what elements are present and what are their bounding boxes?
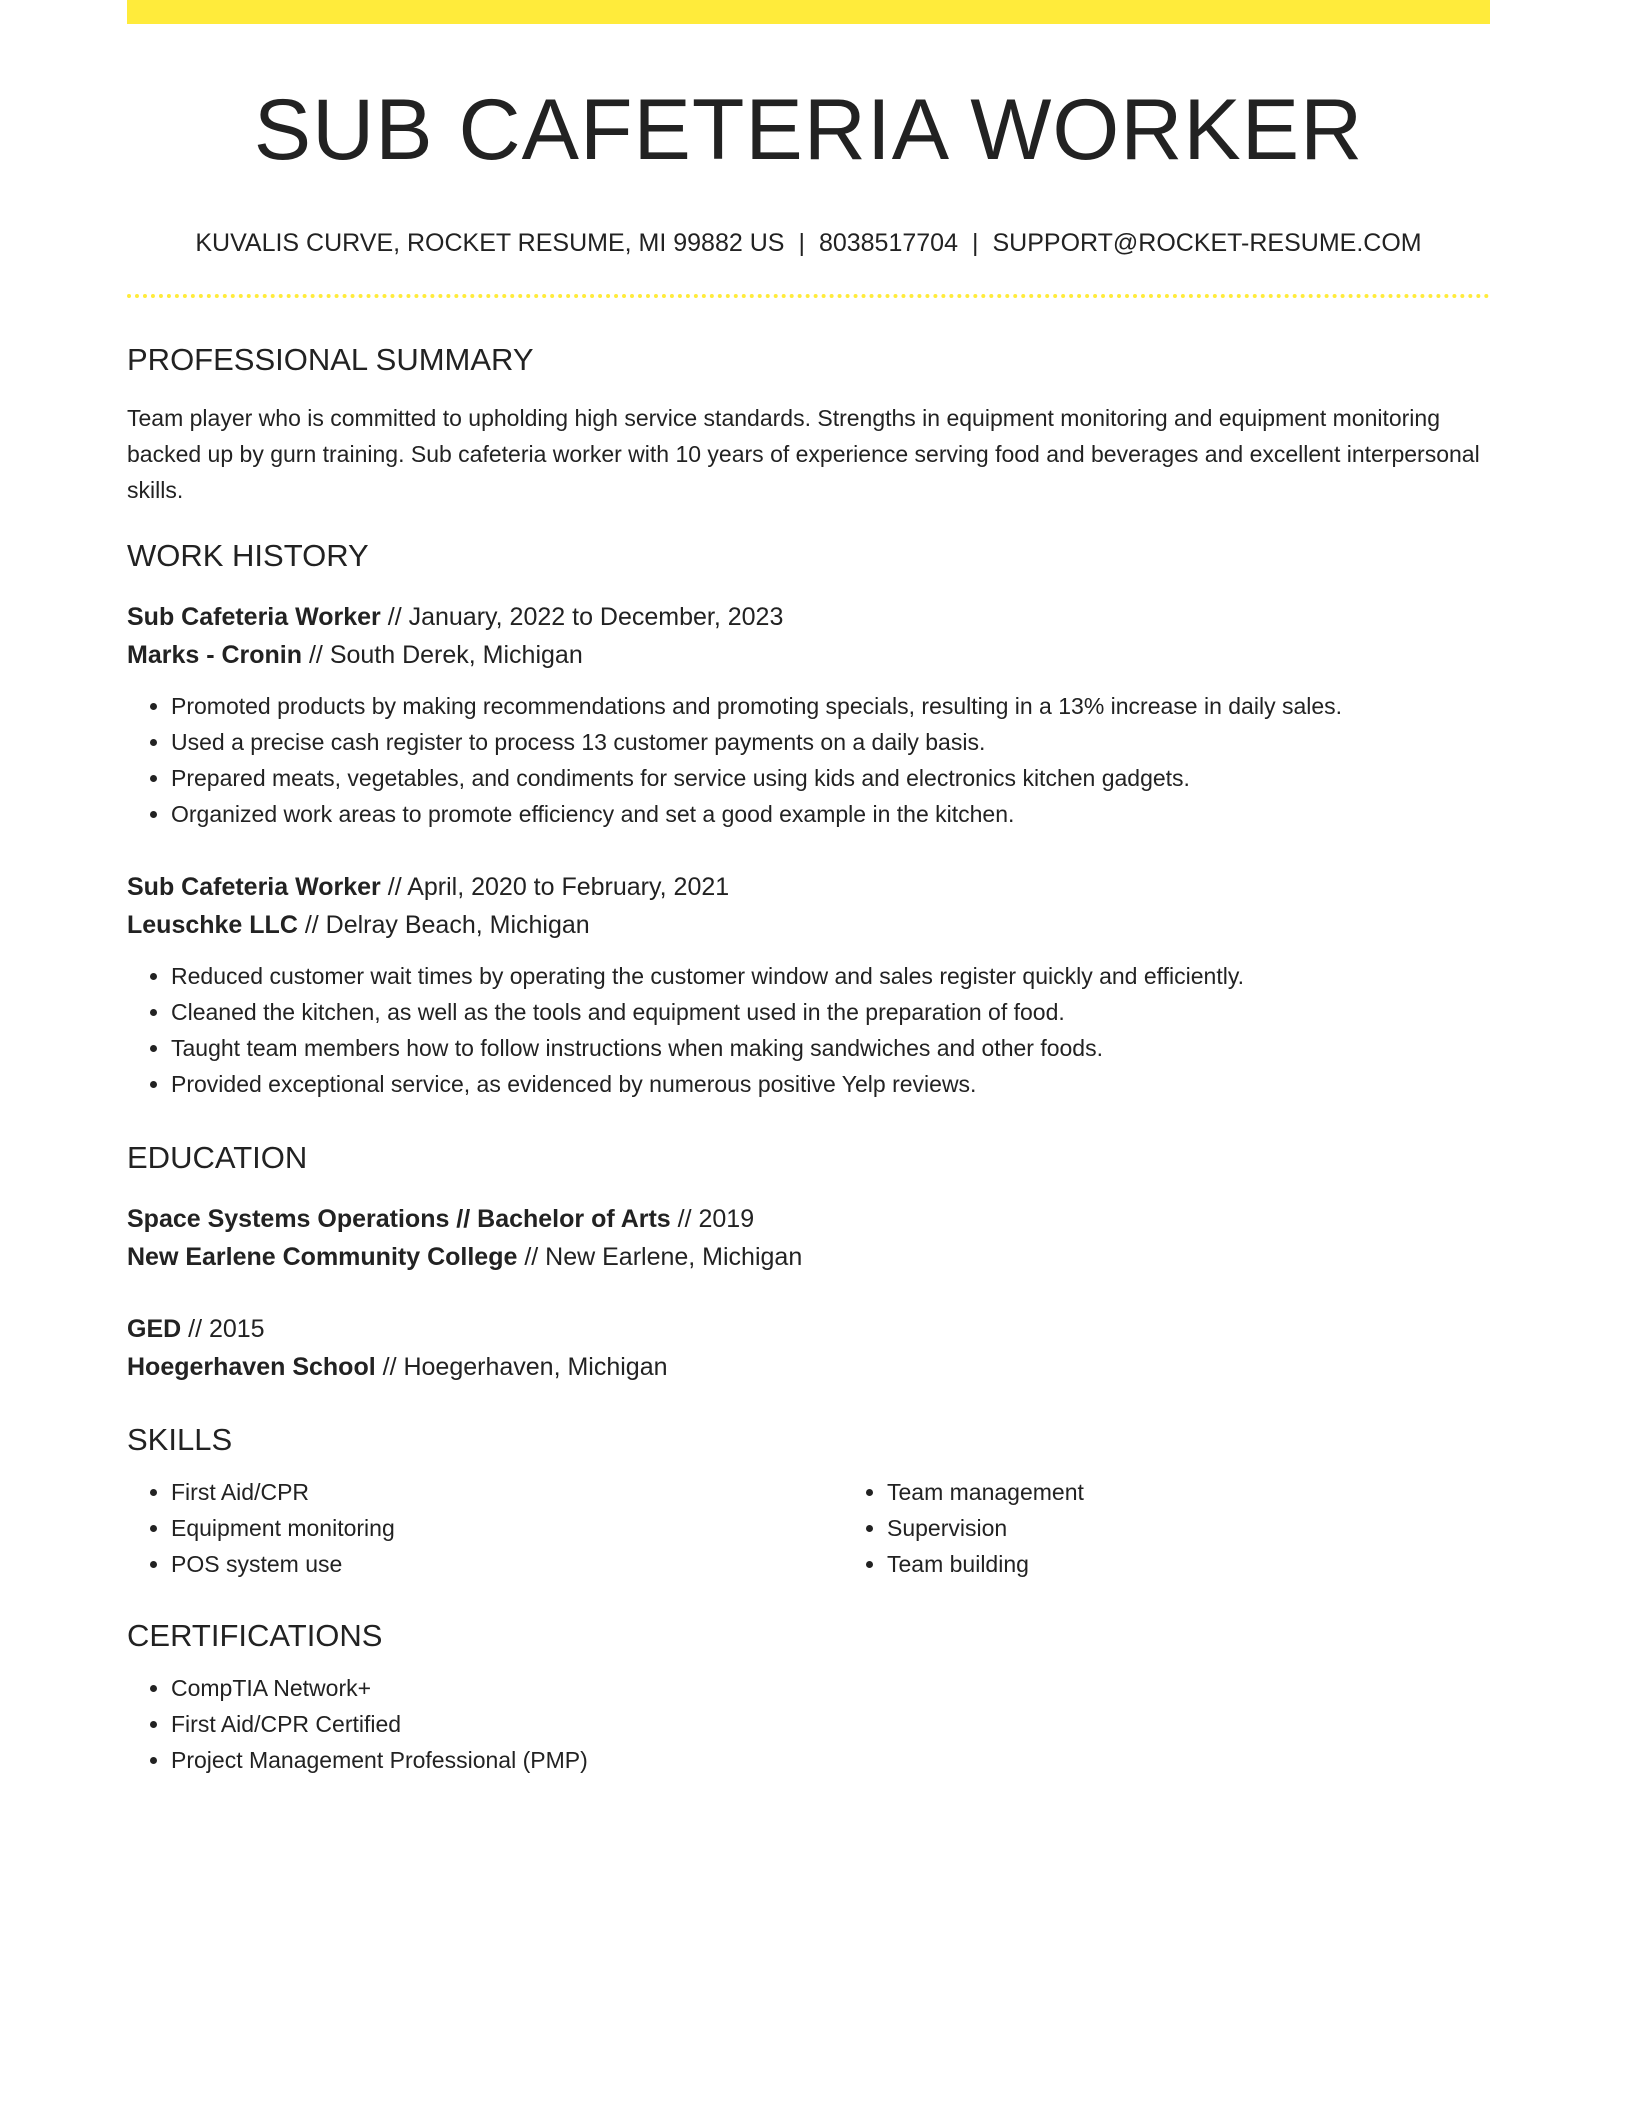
skill-item: • Equipment monitoring (171, 1510, 843, 1546)
education-location: // New Earlene, Michigan (517, 1243, 803, 1271)
certification-item: • Project Management Professional (PMP) (171, 1742, 1490, 1778)
summary-text: Team player who is committed to upholding high service standards. Strengths in equipment monitoring and equipment monitoring backed up by gurn training. Sub cafeteria worker with 10 years of experience serving food and beverages and excellent interpersonal skills. (127, 405, 1480, 503)
job-entry (127, 598, 1490, 832)
contact-line (127, 226, 1490, 260)
contact-separator: | (798, 229, 805, 257)
skills-list-left (127, 1474, 843, 1582)
job-location: // Delray Beach, Michigan (297, 911, 590, 939)
list-item: • Provided exceptional service, as evidenced by numerous positive Yelp reviews. (171, 1066, 1490, 1102)
section-title-summary: PROFESSIONAL SUMMARY (127, 342, 534, 377)
job-location: // South Derek, Michigan (302, 641, 583, 669)
education-degree-line (127, 1200, 1490, 1238)
job-title-line (127, 598, 1490, 636)
skill-item: • First Aid/CPR (171, 1474, 843, 1510)
education-entry (127, 1310, 1490, 1386)
education-school: New Earlene Community College (127, 1243, 518, 1271)
list-item: • Cleaned the kitchen, as well as the tools and equipment used in the preparation of food. (171, 994, 1490, 1030)
section-title-certifications: CERTIFICATIONS (127, 1618, 383, 1653)
job-company-line (127, 636, 1490, 674)
contact-address: KUVALIS CURVE, ROCKET RESUME, MI 99882 US (195, 229, 785, 257)
list-item: • Taught team members how to follow instructions when making sandwiches and other foods. (171, 1030, 1490, 1066)
education-degree-line (127, 1310, 1490, 1348)
education-entry (127, 1200, 1490, 1276)
education-year: // 2015 (181, 1315, 265, 1343)
section-title-skills: SKILLS (127, 1422, 233, 1457)
education-school-line (127, 1238, 1490, 1276)
skill-item: • Team building (887, 1546, 1559, 1582)
education-degree: GED (127, 1315, 182, 1343)
skills-list-right (843, 1474, 1559, 1582)
job-dates: // January, 2022 to December, 2023 (380, 603, 784, 631)
list-item: • Reduced customer wait times by operating the customer window and sales register quickly and efficiently. (171, 958, 1490, 994)
list-item: • Used a precise cash register to process 13 customer payments on a daily basis. (171, 724, 1490, 760)
certifications-list (127, 1670, 1490, 1778)
list-item: • Promoted products by making recommendations and promoting specials, resulting in a 13% increase in daily sales. (171, 688, 1490, 724)
section-title-work-history: WORK HISTORY (127, 538, 369, 573)
education-location: // Hoegerhaven, Michigan (375, 1353, 668, 1381)
contact-email: SUPPORT@ROCKET-RESUME.COM (992, 229, 1422, 257)
section-title-education: EDUCATION (127, 1140, 308, 1175)
education-school: Hoegerhaven School (127, 1353, 376, 1381)
job-entry (127, 868, 1490, 1102)
certification-item: • CompTIA Network+ (171, 1670, 1490, 1706)
resume-content (127, 0, 1490, 1778)
job-position: Sub Cafeteria Worker (127, 603, 381, 631)
skills-columns (127, 1474, 1490, 1582)
list-item: • Organized work areas to promote efficiency and set a good example in the kitchen. (171, 796, 1490, 832)
job-position: Sub Cafeteria Worker (127, 873, 381, 901)
job-title-line (127, 868, 1490, 906)
list-item: • Prepared meats, vegetables, and condiments for service using kids and electronics kitchen gadgets. (171, 760, 1490, 796)
job-bullets (127, 688, 1490, 832)
job-dates: // April, 2020 to February, 2021 (380, 873, 730, 901)
skill-item: • Supervision (887, 1510, 1559, 1546)
certification-item: • First Aid/CPR Certified (171, 1706, 1490, 1742)
job-bullets (127, 958, 1490, 1102)
dotted-divider (127, 294, 1490, 298)
education-degree: Space Systems Operations // Bachelor of Arts (127, 1205, 671, 1233)
contact-separator: | (971, 229, 979, 257)
candidate-name: SUB CAFETERIA WORKER (253, 82, 1364, 178)
job-company-line (127, 906, 1490, 944)
education-year: // 2019 (670, 1205, 755, 1233)
job-company: Marks - Cronin (127, 641, 303, 669)
contact-phone: 8038517704 (818, 229, 958, 257)
skill-item: • POS system use (171, 1546, 843, 1582)
skill-item: • Team management (887, 1474, 1559, 1510)
education-school-line (127, 1348, 1490, 1386)
job-company: Leuschke LLC (127, 911, 298, 939)
